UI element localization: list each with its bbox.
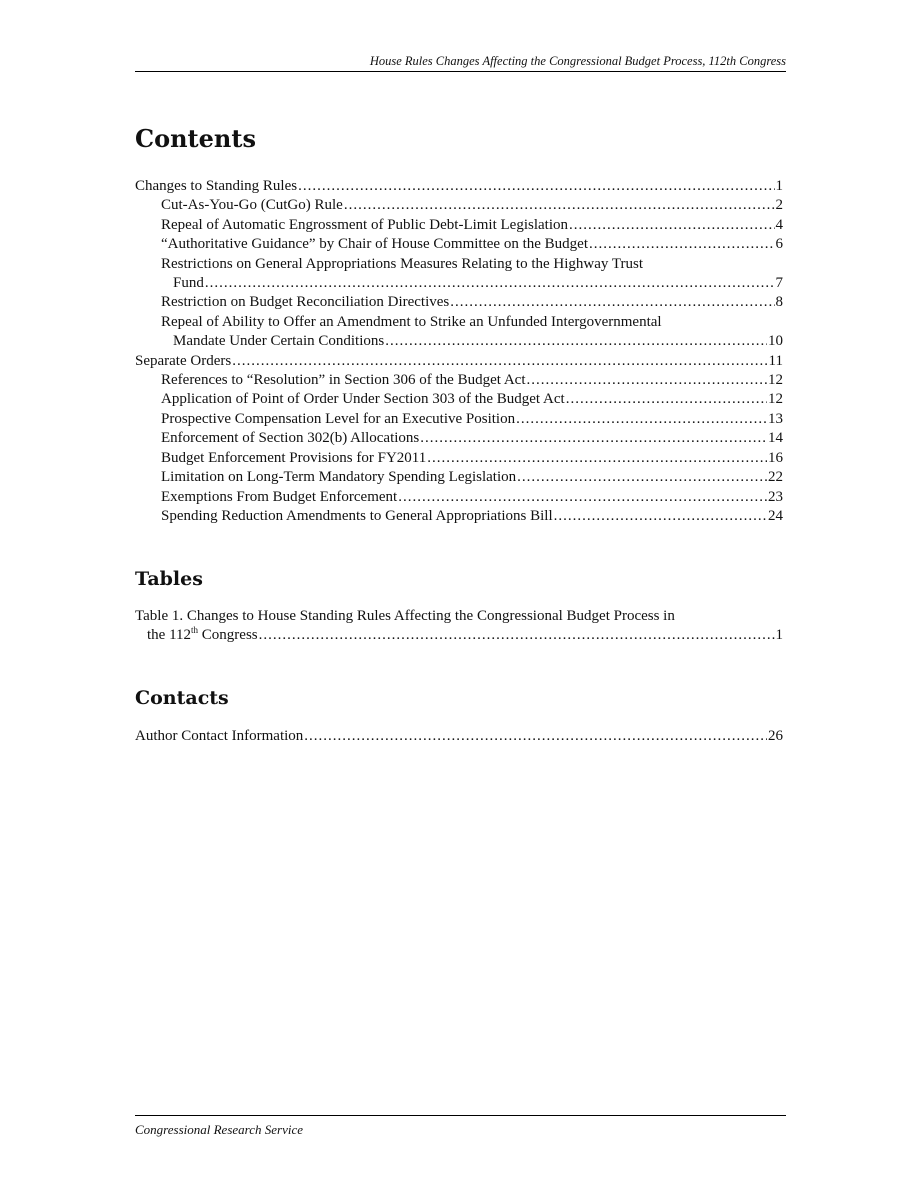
toc-entry-unfunded-mandate[interactable] [135, 313, 783, 352]
title-part: the 112 [147, 627, 192, 644]
toc-entry-references-resolution[interactable] [135, 371, 783, 390]
toc-entry-title: Limitation on Long-Term Mandatory Spending Legislation [161, 469, 517, 486]
toc-entry-page: 11 [768, 352, 783, 369]
toc-entry-executive-compensation[interactable] [135, 410, 783, 429]
toc-entry-title-line2: Mandate Under Certain Conditions [173, 333, 385, 350]
toc-entry-page: 10 [768, 333, 783, 350]
dot-leader [344, 196, 775, 215]
contacts-heading: Contacts [135, 687, 229, 709]
dot-leader [259, 626, 775, 645]
toc-entry-title-line2: Fund [173, 275, 204, 292]
toc-entry-title: Prospective Compensation Level for an Executive Position [161, 410, 516, 427]
toc-entry-page: 6 [775, 236, 783, 253]
title-part: Congress [198, 627, 258, 644]
toc-entry-section-303[interactable] [135, 390, 783, 409]
toc-entry-title: Author Contact Information [135, 728, 304, 744]
dot-leader [398, 488, 767, 507]
toc-entry-repeal-automatic-engrossment[interactable] [135, 216, 783, 235]
toc-entry-title-line2 [147, 626, 258, 645]
toc-entry-title: Spending Reduction Amendments to General Appropriations Bill [161, 507, 553, 524]
toc-entry-page: 1 [775, 627, 783, 644]
tables-list [135, 607, 783, 646]
dot-leader [589, 235, 775, 254]
dot-leader [527, 371, 768, 390]
toc-entry-page: 14 [768, 430, 783, 447]
toc-entry-authoritative-guidance[interactable] [135, 235, 783, 254]
toc-entry-page: 26 [768, 728, 783, 744]
dot-leader [517, 468, 767, 487]
toc-entry-page: 22 [768, 469, 783, 486]
toc-entry-page: 12 [768, 372, 783, 389]
toc-entry-cutgo-rule[interactable] [135, 196, 783, 215]
toc-entry-title-line1: Restrictions on General Appropriations Measures Relating to the Highway Trust [161, 255, 644, 272]
page-footer: Congressional Research Service [135, 1115, 786, 1138]
toc-entry-page: 13 [768, 410, 783, 427]
toc-entry-title: Repeal of Automatic Engrossment of Public Debt-Limit Legislation [161, 216, 569, 233]
toc-entry-exemptions[interactable] [135, 488, 783, 507]
toc-entry-title-line1: Table 1. Changes to House Standing Rules Affecting the Congressional Budget Process in [135, 608, 675, 624]
toc-entry-title: Application of Point of Order Under Section 303 of the Budget Act [161, 391, 565, 408]
toc-entry-spending-reduction-amendments[interactable] [135, 507, 783, 526]
toc-entry-page: 1 [775, 178, 783, 194]
contacts-list [135, 727, 783, 746]
ordinal-superscript: th [191, 625, 199, 636]
toc-entry-section-302b[interactable] [135, 429, 783, 448]
contents-list [135, 177, 783, 526]
dot-leader [427, 449, 767, 468]
contents-heading: Contents [135, 124, 256, 153]
toc-entry-highway-trust-fund[interactable] [135, 255, 783, 294]
toc-entry-separate-orders[interactable] [135, 352, 783, 371]
toc-entry-mandatory-spending[interactable] [135, 468, 783, 487]
toc-entry-title: Enforcement of Section 302(b) Allocations [161, 430, 420, 447]
dot-leader [232, 352, 767, 371]
dot-leader [554, 507, 767, 526]
toc-entry-page: 2 [775, 197, 783, 214]
toc-entry-fy2011-provisions[interactable] [135, 449, 783, 468]
toc-entry-title: “Authoritative Guidance” by Chair of House Committee on the Budget [161, 236, 588, 253]
toc-entry-page: 16 [768, 449, 783, 466]
tables-heading: Tables [135, 568, 203, 590]
dot-leader [450, 293, 774, 312]
dot-leader [566, 390, 767, 409]
toc-entry-page: 4 [775, 216, 783, 233]
toc-entry-title: Restriction on Budget Reconciliation Directives [161, 294, 450, 311]
toc-entry-title: Cut-As-You-Go (CutGo) Rule [161, 197, 343, 214]
dot-leader [304, 727, 767, 746]
toc-entry-title: Budget Enforcement Provisions for FY2011 [161, 449, 427, 466]
dot-leader [298, 177, 774, 196]
toc-entry-page: 8 [775, 294, 783, 311]
toc-entry-table-1[interactable] [135, 607, 783, 646]
running-header: House Rules Changes Affecting the Congressional Budget Process, 112th Congress [135, 54, 786, 72]
toc-entry-title: Exemptions From Budget Enforcement [161, 488, 398, 505]
toc-entry-page: 24 [768, 507, 783, 524]
toc-entry-reconciliation-directives[interactable] [135, 293, 783, 312]
toc-entry-page: 12 [768, 391, 783, 408]
toc-entry-page: 7 [775, 275, 783, 292]
toc-entry-changes-to-standing-rules[interactable] [135, 177, 783, 196]
dot-leader [205, 274, 775, 293]
toc-entry-title-line1: Repeal of Ability to Offer an Amendment to Strike an Unfunded Intergovernmental [161, 313, 662, 330]
toc-entry-title: Changes to Standing Rules [135, 178, 298, 194]
toc-entry-page: 23 [768, 488, 783, 505]
dot-leader [569, 216, 774, 235]
toc-entry-author-contact[interactable] [135, 727, 783, 746]
dot-leader [420, 429, 767, 448]
dot-leader [516, 410, 767, 429]
toc-entry-title: Separate Orders [135, 352, 232, 369]
dot-leader [385, 332, 767, 351]
toc-entry-title: References to “Resolution” in Section 306 of the Budget Act [161, 372, 526, 389]
